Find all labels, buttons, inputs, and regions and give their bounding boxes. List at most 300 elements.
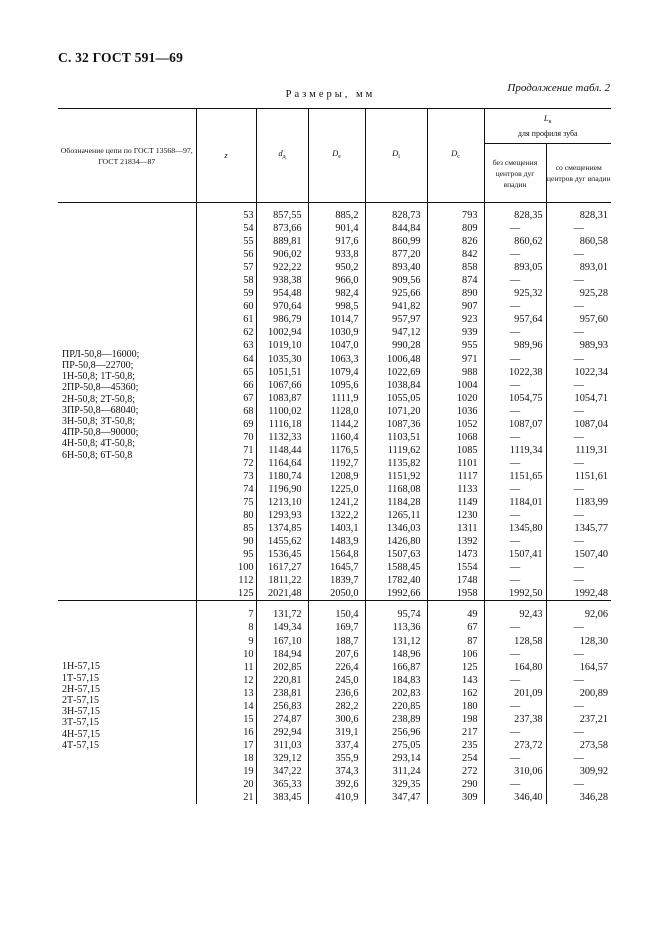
cell-dc: 198: [427, 713, 484, 726]
cell-dc: 907: [427, 300, 484, 313]
cell-lk-without: —: [484, 726, 546, 739]
cell-z: 53: [196, 203, 256, 223]
cell-lk-without: 201,09: [484, 687, 546, 700]
cell-z: 57: [196, 261, 256, 274]
chain-designation-line: 4Н-50,8; 4Т-50,8;: [62, 438, 136, 450]
cell-di: 95,74: [365, 601, 427, 622]
cell-lk-without: —: [484, 222, 546, 235]
cell-de: 188,7: [308, 635, 365, 648]
cell-de: 1322,2: [308, 509, 365, 522]
cell-dd: 1051,51: [256, 366, 308, 379]
cell-de: 1208,9: [308, 470, 365, 483]
cell-z: 85: [196, 522, 256, 535]
chain-designation-line: 1Н-57,15: [62, 661, 101, 673]
cell-dd: 365,33: [256, 778, 308, 791]
chain-designation-line: 4Т-57,15: [62, 739, 99, 751]
cell-dd: 1035,30: [256, 353, 308, 366]
cell-de: 150,4: [308, 601, 365, 622]
cell-de: 1403,1: [308, 522, 365, 535]
cell-lk-without: 237,38: [484, 713, 546, 726]
cell-di: 1168,08: [365, 483, 427, 496]
cell-dc: 1004: [427, 379, 484, 392]
cell-lk-without: —: [484, 457, 546, 470]
cell-de: 282,2: [308, 700, 365, 713]
cell-lk-with: —: [546, 222, 611, 235]
cell-dd: 292,94: [256, 726, 308, 739]
cell-dd: 970,64: [256, 300, 308, 313]
cell-lk-without: 1992,50: [484, 587, 546, 601]
cell-lk-without: 164,80: [484, 661, 546, 674]
cell-dc: 923: [427, 313, 484, 326]
cell-di: 1071,20: [365, 405, 427, 418]
cell-di: 293,14: [365, 752, 427, 765]
cell-de: 1030,9: [308, 326, 365, 339]
cell-lk-without: 860,62: [484, 235, 546, 248]
cell-di: 113,36: [365, 621, 427, 634]
cell-lk-without: 989,96: [484, 339, 546, 352]
cell-dd: 274,87: [256, 713, 308, 726]
cell-de: 1241,2: [308, 496, 365, 509]
cell-z: 73: [196, 470, 256, 483]
cell-lk-without: —: [484, 700, 546, 713]
cell-lk-with: 1022,34: [546, 366, 611, 379]
cell-lk-without: —: [484, 574, 546, 587]
cell-dc: 1020: [427, 392, 484, 405]
cell-dd: 1148,44: [256, 444, 308, 457]
cell-lk-without: —: [484, 300, 546, 313]
cell-lk-without: 1184,01: [484, 496, 546, 509]
cell-de: 950,2: [308, 261, 365, 274]
header-dc: $D_c$: [427, 109, 484, 203]
cell-dd: 1100,02: [256, 405, 308, 418]
cell-dc: 1133: [427, 483, 484, 496]
cell-di: 329,35: [365, 778, 427, 791]
header-di: $D_i$: [365, 109, 427, 203]
cell-di: 220,85: [365, 700, 427, 713]
cell-de: 410,9: [308, 791, 365, 804]
cell-lk-without: —: [484, 483, 546, 496]
cell-lk-without: —: [484, 353, 546, 366]
cell-z: 14: [196, 700, 256, 713]
cell-z: 20: [196, 778, 256, 791]
cell-dc: 309: [427, 791, 484, 804]
cell-z: 8: [196, 621, 256, 634]
cell-dc: 106: [427, 648, 484, 661]
cell-dc: 180: [427, 700, 484, 713]
cell-lk-with: —: [546, 700, 611, 713]
cell-dd: 857,55: [256, 203, 308, 223]
cell-di: 1782,40: [365, 574, 427, 587]
cell-lk-with: —: [546, 405, 611, 418]
cell-di: 347,47: [365, 791, 427, 804]
cell-dd: 347,22: [256, 765, 308, 778]
cell-lk-without: —: [484, 326, 546, 339]
cell-lk-with: —: [546, 621, 611, 634]
cell-di: 1184,28: [365, 496, 427, 509]
cell-di: 1055,05: [365, 392, 427, 405]
cell-de: 374,3: [308, 765, 365, 778]
cell-z: 19: [196, 765, 256, 778]
cell-z: 90: [196, 535, 256, 548]
cell-lk-with: —: [546, 509, 611, 522]
cell-dc: 809: [427, 222, 484, 235]
cell-lk-with: 237,21: [546, 713, 611, 726]
cell-dc: 1149: [427, 496, 484, 509]
cell-dc: 1036: [427, 405, 484, 418]
cell-lk-with: 1183,99: [546, 496, 611, 509]
cell-z: 62: [196, 326, 256, 339]
cell-lk-without: 1507,41: [484, 548, 546, 561]
cell-z: 125: [196, 587, 256, 601]
cell-di: 941,82: [365, 300, 427, 313]
cell-de: 207,6: [308, 648, 365, 661]
cell-di: 1103,51: [365, 431, 427, 444]
chain-designation-line: 2Н-57,15: [62, 683, 101, 695]
cell-de: 337,4: [308, 739, 365, 752]
cell-de: 917,6: [308, 235, 365, 248]
cell-dd: 889,81: [256, 235, 308, 248]
cell-dd: 922,22: [256, 261, 308, 274]
cell-di: 166,87: [365, 661, 427, 674]
cell-de: 1192,7: [308, 457, 365, 470]
cell-lk-with: —: [546, 457, 611, 470]
cell-de: 933,8: [308, 248, 365, 261]
cell-lk-without: —: [484, 621, 546, 634]
cell-di: 877,20: [365, 248, 427, 261]
cell-dd: 1002,94: [256, 326, 308, 339]
cell-dc: 1052: [427, 418, 484, 431]
cell-dd: 329,12: [256, 752, 308, 765]
cell-dc: 874: [427, 274, 484, 287]
cell-z: 59: [196, 287, 256, 300]
cell-dd: 1132,33: [256, 431, 308, 444]
cell-lk-without: 1054,75: [484, 392, 546, 405]
cell-z: 66: [196, 379, 256, 392]
cell-dd: 1293,93: [256, 509, 308, 522]
cell-di: 238,89: [365, 713, 427, 726]
cell-z: 69: [196, 418, 256, 431]
cell-lk-with: 893,01: [546, 261, 611, 274]
cell-di: 1119,62: [365, 444, 427, 457]
cell-de: 226,4: [308, 661, 365, 674]
cell-lk-with: 1054,71: [546, 392, 611, 405]
cell-z: 67: [196, 392, 256, 405]
cell-dc: 939: [427, 326, 484, 339]
cell-dc: 793: [427, 203, 484, 223]
cell-z: 64: [196, 353, 256, 366]
cell-de: 885,2: [308, 203, 365, 223]
cell-dc: 67: [427, 621, 484, 634]
cell-lk-with: 128,30: [546, 635, 611, 648]
cell-z: 13: [196, 687, 256, 700]
cell-dc: 49: [427, 601, 484, 622]
cell-de: 1483,9: [308, 535, 365, 548]
cell-dd: 2021,48: [256, 587, 308, 601]
cell-di: 1507,63: [365, 548, 427, 561]
cell-z: 80: [196, 509, 256, 522]
cell-dc: 162: [427, 687, 484, 700]
cell-z: 9: [196, 635, 256, 648]
cell-di: 1346,03: [365, 522, 427, 535]
chain-designation-line: 4ПР-50,8—90000;: [62, 427, 139, 439]
cell-z: 15: [196, 713, 256, 726]
cell-dd: 906,02: [256, 248, 308, 261]
cell-lk-with: 860,58: [546, 235, 611, 248]
chain-designation-line: 3Н-50,8; 3Т-50,8;: [62, 415, 136, 427]
cell-lk-with: 1345,77: [546, 522, 611, 535]
cell-z: 65: [196, 366, 256, 379]
cell-dc: 1101: [427, 457, 484, 470]
cell-z: 75: [196, 496, 256, 509]
cell-di: 311,24: [365, 765, 427, 778]
cell-di: 1588,45: [365, 561, 427, 574]
cell-lk-with: —: [546, 326, 611, 339]
cell-dd: 256,83: [256, 700, 308, 713]
cell-lk-with: —: [546, 674, 611, 687]
table-row: [58, 601, 611, 622]
cell-dd: 1536,45: [256, 548, 308, 561]
cell-di: 131,12: [365, 635, 427, 648]
header-lk-without-offset: без смещения центров дуг впадин: [484, 144, 546, 203]
cell-lk-with: 1119,31: [546, 444, 611, 457]
cell-dd: 1196,90: [256, 483, 308, 496]
cell-lk-without: —: [484, 778, 546, 791]
cell-lk-without: 92,43: [484, 601, 546, 622]
cell-lk-with: —: [546, 300, 611, 313]
cell-di: 828,73: [365, 203, 427, 223]
cell-z: 18: [196, 752, 256, 765]
cell-lk-with: —: [546, 574, 611, 587]
cell-lk-without: —: [484, 379, 546, 392]
header-dd: $d_д$: [256, 109, 308, 203]
cell-dd: 167,10: [256, 635, 308, 648]
cell-dd: 149,34: [256, 621, 308, 634]
cell-dc: 1068: [427, 431, 484, 444]
cell-dc: 290: [427, 778, 484, 791]
cell-lk-without: —: [484, 674, 546, 687]
cell-dd: 938,38: [256, 274, 308, 287]
cell-z: 17: [196, 739, 256, 752]
cell-dd: 1164,64: [256, 457, 308, 470]
cell-lk-with: —: [546, 535, 611, 548]
cell-lk-with: —: [546, 353, 611, 366]
cell-lk-with: —: [546, 648, 611, 661]
cell-de: 300,6: [308, 713, 365, 726]
cell-lk-without: —: [484, 431, 546, 444]
cell-dc: 1748: [427, 574, 484, 587]
cell-di: 957,97: [365, 313, 427, 326]
cell-dc: 988: [427, 366, 484, 379]
cell-z: 12: [196, 674, 256, 687]
cell-z: 70: [196, 431, 256, 444]
cell-dd: 131,72: [256, 601, 308, 622]
table-row: [58, 203, 611, 223]
cell-dd: 184,94: [256, 648, 308, 661]
cell-lk-without: 310,06: [484, 765, 546, 778]
cell-z: 7: [196, 601, 256, 622]
cell-z: 68: [196, 405, 256, 418]
cell-dd: 1116,18: [256, 418, 308, 431]
cell-lk-without: —: [484, 648, 546, 661]
cell-dc: 858: [427, 261, 484, 274]
cell-di: 202,83: [365, 687, 427, 700]
cell-lk-with: —: [546, 752, 611, 765]
cell-dd: 1374,85: [256, 522, 308, 535]
cell-dd: 1180,74: [256, 470, 308, 483]
cell-lk-with: —: [546, 483, 611, 496]
cell-de: 1128,0: [308, 405, 365, 418]
cell-lk-with: —: [546, 379, 611, 392]
cell-di: 909,56: [365, 274, 427, 287]
cell-z: 16: [196, 726, 256, 739]
cell-lk-without: —: [484, 274, 546, 287]
cell-lk-without: 128,58: [484, 635, 546, 648]
cell-lk-with: 200,89: [546, 687, 611, 700]
cell-de: 1564,8: [308, 548, 365, 561]
cell-dd: 383,45: [256, 791, 308, 804]
cell-lk-without: 273,72: [484, 739, 546, 752]
chain-designation-line: 2Н-50,8; 2Т-50,8;: [62, 393, 136, 405]
cell-dd: 202,85: [256, 661, 308, 674]
header-de: $D_е$: [308, 109, 365, 203]
cell-dc: 890: [427, 287, 484, 300]
cell-di: 947,12: [365, 326, 427, 339]
cell-z: 55: [196, 235, 256, 248]
cell-dc: 217: [427, 726, 484, 739]
cell-lk-without: —: [484, 752, 546, 765]
cell-lk-without: 1119,34: [484, 444, 546, 457]
cell-de: 1047,0: [308, 339, 365, 352]
cell-di: 1135,82: [365, 457, 427, 470]
cell-di: 925,66: [365, 287, 427, 300]
table-continuation-note: Продолжение табл. 2: [507, 82, 610, 94]
cell-lk-with: 925,28: [546, 287, 611, 300]
cell-dd: 220,81: [256, 674, 308, 687]
cell-dc: 235: [427, 739, 484, 752]
chain-designation-line: 3ПР-50,8—68040;: [62, 404, 139, 416]
cell-lk-with: —: [546, 248, 611, 261]
cell-de: 1079,4: [308, 366, 365, 379]
cell-z: 74: [196, 483, 256, 496]
cell-di: 1151,92: [365, 470, 427, 483]
page-header: С. 32 ГОСТ 591—69: [58, 50, 184, 65]
cell-z: 112: [196, 574, 256, 587]
cell-dd: 1811,22: [256, 574, 308, 587]
cell-di: 184,83: [365, 674, 427, 687]
cell-lk-with: 1507,40: [546, 548, 611, 561]
cell-lk-with: 164,57: [546, 661, 611, 674]
chain-designation-line: ПР-50,8—22700;: [62, 359, 134, 371]
cell-dc: 1311: [427, 522, 484, 535]
cell-dd: 1455,62: [256, 535, 308, 548]
cell-de: 982,4: [308, 287, 365, 300]
cell-lk-with: 989,93: [546, 339, 611, 352]
cell-z: 72: [196, 457, 256, 470]
cell-dc: 272: [427, 765, 484, 778]
cell-di: 1265,11: [365, 509, 427, 522]
cell-di: 256,96: [365, 726, 427, 739]
cell-z: 58: [196, 274, 256, 287]
cell-lk-with: —: [546, 778, 611, 791]
cell-lk-with: 1087,04: [546, 418, 611, 431]
cell-lk-without: 1022,38: [484, 366, 546, 379]
cell-dd: 1083,87: [256, 392, 308, 405]
cell-lk-with: —: [546, 431, 611, 444]
cell-dc: 826: [427, 235, 484, 248]
cell-di: 844,84: [365, 222, 427, 235]
chain-designation-line: 3Т-57,15: [62, 717, 99, 729]
cell-di: 1992,66: [365, 587, 427, 601]
cell-lk-with: 92,06: [546, 601, 611, 622]
cell-di: 893,40: [365, 261, 427, 274]
table-group-57-15: [58, 601, 611, 804]
cell-de: 966,0: [308, 274, 365, 287]
cell-dd: 873,66: [256, 222, 308, 235]
cell-lk-without: 1151,65: [484, 470, 546, 483]
dimensions-caption: Размеры, мм: [285, 89, 376, 100]
cell-z: 63: [196, 339, 256, 352]
cell-dc: 125: [427, 661, 484, 674]
cell-z: 56: [196, 248, 256, 261]
cell-lk-without: —: [484, 248, 546, 261]
cell-de: 1225,0: [308, 483, 365, 496]
cell-dd: 1019,10: [256, 339, 308, 352]
cell-lk-with: 1992,48: [546, 587, 611, 601]
cell-z: 10: [196, 648, 256, 661]
chain-designation-line: 2Т-57,15: [62, 695, 99, 707]
cell-dd: 1067,66: [256, 379, 308, 392]
table-group-50-8: [58, 203, 611, 601]
cell-z: 21: [196, 791, 256, 804]
cell-di: 1087,36: [365, 418, 427, 431]
cell-lk-without: —: [484, 405, 546, 418]
cell-de: 1144,2: [308, 418, 365, 431]
cell-lk-without: —: [484, 535, 546, 548]
cell-lk-with: 309,92: [546, 765, 611, 778]
cell-di: 1038,84: [365, 379, 427, 392]
cell-lk-with: —: [546, 274, 611, 287]
cell-lk-with: 828,31: [546, 203, 611, 223]
header-lk: $L_к$ для профиля зуба: [484, 109, 611, 144]
cell-dc: 1085: [427, 444, 484, 457]
sprocket-dimensions-table: [58, 108, 611, 804]
cell-de: 1014,7: [308, 313, 365, 326]
cell-de: 245,0: [308, 674, 365, 687]
cell-lk-with: 346,28: [546, 791, 611, 804]
cell-lk-without: 893,05: [484, 261, 546, 274]
cell-lk-without: 957,64: [484, 313, 546, 326]
cell-de: 319,1: [308, 726, 365, 739]
chain-designation-line: 3Н-57,15: [62, 706, 101, 718]
cell-de: 901,4: [308, 222, 365, 235]
cell-dc: 1473: [427, 548, 484, 561]
cell-dc: 971: [427, 353, 484, 366]
header-z: z: [196, 109, 256, 203]
cell-dd: 986,79: [256, 313, 308, 326]
cell-di: 860,99: [365, 235, 427, 248]
cell-lk-without: 925,32: [484, 287, 546, 300]
cell-lk-with: —: [546, 561, 611, 574]
cell-z: 95: [196, 548, 256, 561]
cell-dc: 1117: [427, 470, 484, 483]
cell-di: 1426,80: [365, 535, 427, 548]
cell-de: 998,5: [308, 300, 365, 313]
cell-z: 100: [196, 561, 256, 574]
cell-lk-without: —: [484, 561, 546, 574]
cell-dc: 143: [427, 674, 484, 687]
cell-dd: 1617,27: [256, 561, 308, 574]
cell-dd: 1213,10: [256, 496, 308, 509]
